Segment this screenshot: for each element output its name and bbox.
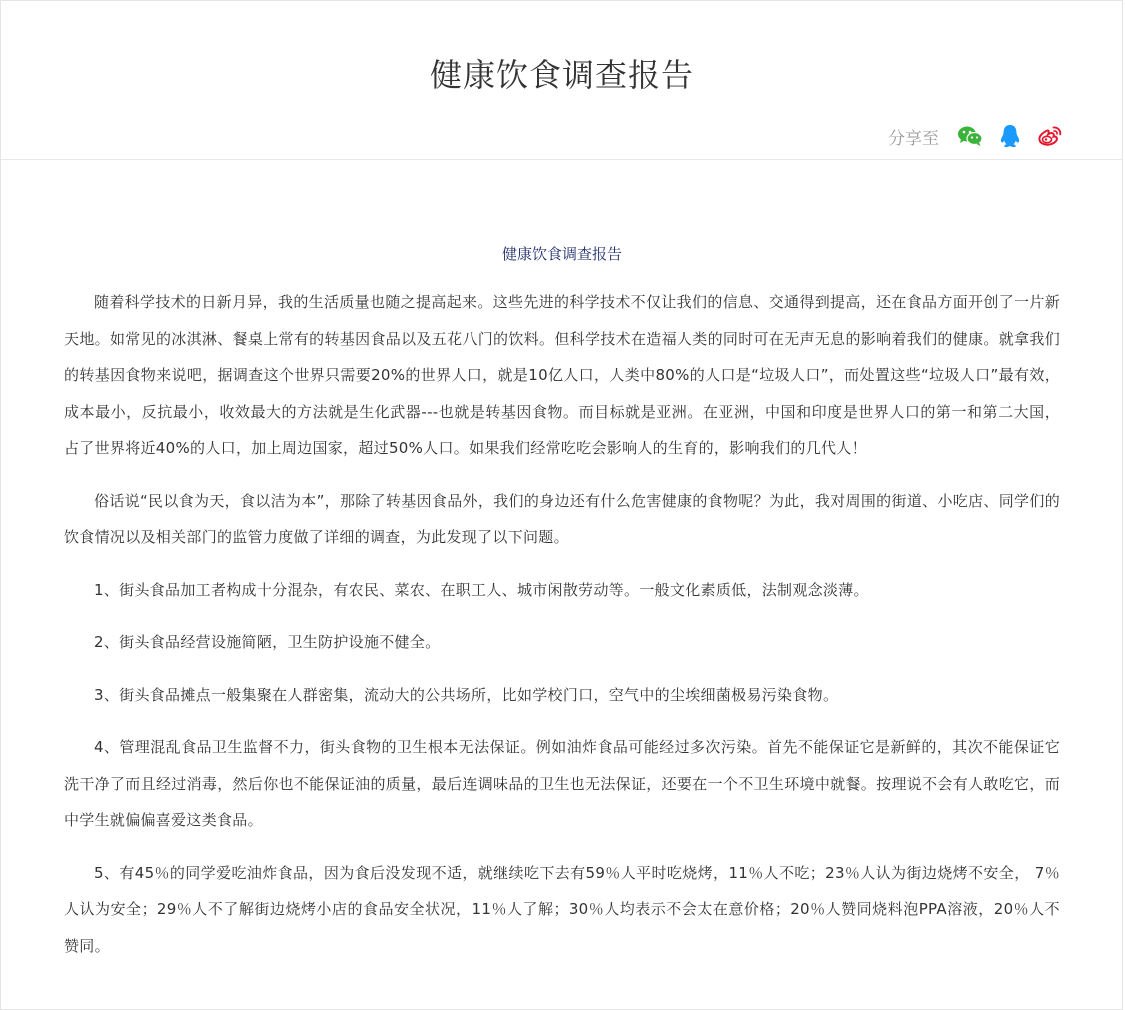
paragraph: 3、街头食品摊点一般集聚在人群密集，流动大的公共场所，比如学校门口，空气中的尘埃细菌极易污染食物。 <box>94 685 839 704</box>
qq-icon[interactable] <box>997 123 1023 149</box>
share-bar <box>888 120 1063 152</box>
article-title: 健康饮食调查报告 <box>501 245 622 263</box>
paragraph: 4、管理混乱食品卫生监督不力，街头食物的卫生根本无法保证。例如油炸食品可能经过多次污染。首先不能保证它是新鲜的，其次不能保证它洗干净了而且经过消毒，然后你也不能保证油的质量，最后连调味品的卫生也无法保证，还要在一个不卫生环境中就餐。按理说不会有人敢吃它，而中学生就偏偏喜爱这类食品。 <box>64 738 1060 829</box>
page-header <box>1 1 1123 160</box>
wechat-icon[interactable] <box>957 123 983 149</box>
page-title: 健康饮食调查报告 <box>429 56 694 94</box>
share-label: 分享至 <box>888 128 939 149</box>
weibo-icon[interactable] <box>1037 123 1063 149</box>
paragraph: 1、街头食品加工者构成十分混杂，有农民、菜农、在职工人、城市闲散劳动等。一般文化素质低，法制观念淡薄。 <box>94 580 869 599</box>
paragraph: 随着科学技术的日新月异，我的生活质量也随之提高起来。这些先进的科学技术不仅让我们的信息、交通得到提高，还在食品方面开创了一片新天地。如常见的冰淇淋、餐桌上常有的转基因食品以及五花八门的饮料。但科学技术在造福人类的同时可在无声无息的影响着我们的健康。就拿我们的转基因食物来说吧，据调查这个世界只需要20%的世界人口，就是10亿人口，人类中80%的人口是“垃圾人口”，而处置这些“垃圾人口”最有效，成本最小，反抗最小，收效最大的方法就是生化武器---也就是转基因食物。而目标就是亚洲。在亚洲，中国和印度是世界人口的第一和第二大国，占了世界将近40%的人口，加上周边国家，超过50%人口。如果我们经常吃吃会影响人的生育的，影响我们的几代人！ <box>64 293 1060 457</box>
article-body <box>64 240 1060 980</box>
paragraph: 俗话说“民以食为天，食以洁为本”，那除了转基因食品外，我们的身边还有什么危害健康的食物呢？为此，我对周围的街道、小吃店、同学们的饮食情况以及相关部门的监管力度做了详细的调查，为此发现了以下问题。 <box>64 491 1060 546</box>
paragraph: 5、有45％的同学爱吃油炸食品，因为食后没发现不适，就继续吃下去有59％人平时吃烧烤，11％人不吃；23％人认为街边烧烤不安全， 7％人认为安全；29％人不了解街边烧烤小店的食品安全状况，11％人了解；30％人均表示不会太在意价格；20％人赞同烧料泡PPA溶液，20％人不赞同。 <box>64 863 1060 955</box>
paragraph: 2、街头食品经营设施简陋，卫生防护设施不健全。 <box>94 633 441 651</box>
